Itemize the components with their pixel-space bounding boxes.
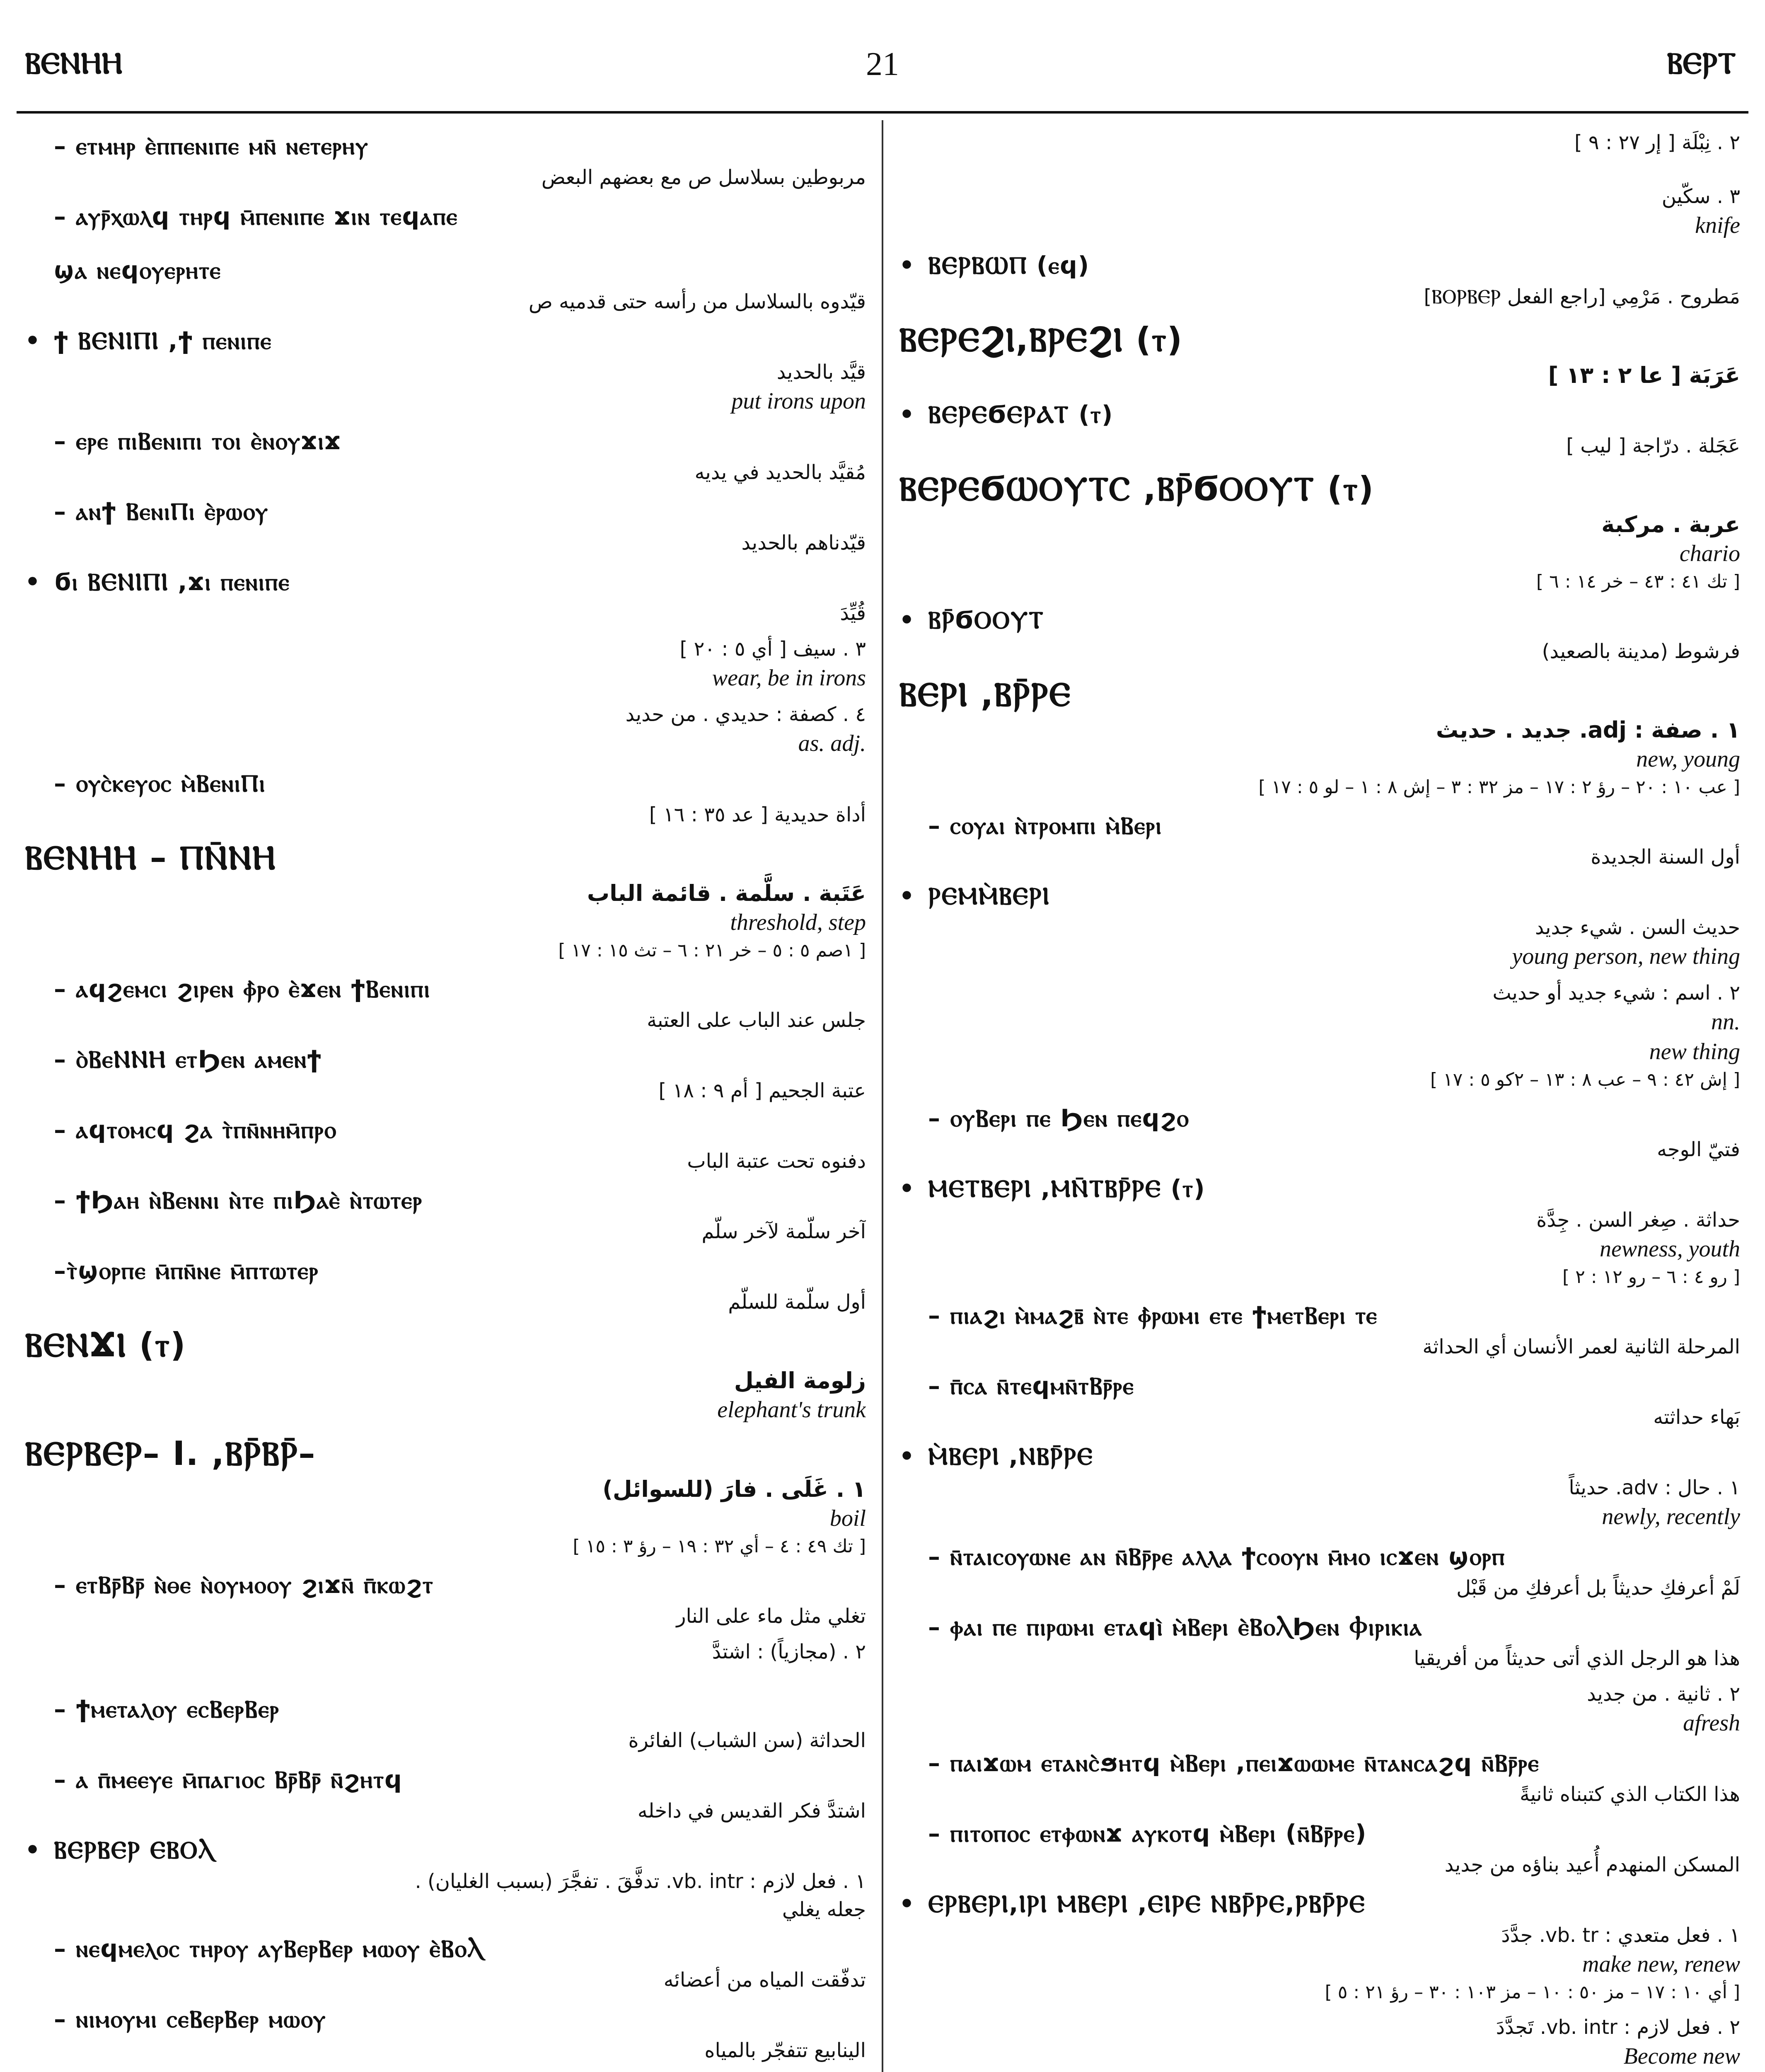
english-gloss: young person, new thing bbox=[1512, 944, 1740, 969]
bullet-icon: • bbox=[899, 251, 915, 279]
arabic-gloss: فتيّ الوجه bbox=[1657, 1138, 1740, 1161]
dictionary-entry bbox=[899, 1298, 1740, 1361]
dictionary-entry bbox=[899, 1610, 1740, 1673]
coptic-headword: – ⲡⲓⲁϩⲓ ⲙ̀ⲙⲁϩⲃ̄ ⲛ̀ⲧⲉ ⲫ̀ⲣⲱⲙⲓ ⲉⲧⲉ ϯⲙⲉⲧⲂⲉⲣⲓ ⲧⲉ bbox=[928, 1301, 1378, 1329]
dictionary-entry bbox=[25, 564, 866, 627]
dictionary-entry bbox=[899, 673, 1740, 801]
coptic-headword: – ⲉⲧⲂⲣ̄Ⲃⲣ̄ ⲛ̀ⲑⲉ ⲛ̀ⲟⲩⲙⲟⲟⲩ ϩⲓϫⲛ̄ ⲡ̄ⲕⲱϩⲧ bbox=[54, 1571, 434, 1599]
coptic-headword: ⲈⲢⲂⲈⲢⲒ,ⲒⲢⲒ ⲘⲂⲈⲢⲒ ,ⲈⲒⲢⲈ ⲚⲂⲢ̄ⲢⲈ,ⲢⲂⲢ̄ⲢⲈ bbox=[928, 1890, 1366, 1918]
coptic-headword: – ⲡⲓⲧⲟⲡⲟⲥ ⲉⲧⲫⲱⲛϫ ⲁⲩⲕⲟⲧϥ ⲙ̀Ⲃⲉⲣⲓ (ⲛ̄Ⲃⲣ̄ⲣⲉ) bbox=[928, 1819, 1367, 1847]
english-gloss: newness, youth bbox=[1599, 1236, 1740, 1262]
arabic-gloss: فرشوط (مدينة بالصعيد) bbox=[1542, 640, 1740, 663]
dictionary-entry bbox=[25, 1931, 866, 1994]
scripture-reference: [ أي ١٠ : ١٧ – مز ٥٠ : ١٠ – مز ١٠٣ : ٣٠ – رؤ ٢١ : ٥ ] bbox=[1325, 1982, 1740, 2003]
coptic-headword: – ⲉⲧⲙⲏⲣ ⲉ̀ⲡⲡⲉⲛⲓⲡⲉ ⲙⲛ̄ ⲛⲉⲧⲉⲣⲏⲩ bbox=[54, 132, 369, 160]
coptic-headword: ⲂⲈⲢⲒ ,ⲂⲢ̄ⲢⲈ bbox=[899, 675, 1071, 714]
header-left-word: ⲂⲈⲚⲎⲎ bbox=[25, 46, 123, 80]
scripture-reference: [ تك ٤١ : ٤٣ – خر ١٤ : ٦ ] bbox=[1536, 571, 1740, 592]
arabic-gloss: المرحلة الثانية لعمر الأنسان أي الحداثة bbox=[1422, 1335, 1740, 1358]
dictionary-entry bbox=[25, 635, 866, 693]
dictionary-entry bbox=[899, 128, 1740, 175]
arabic-gloss: الينابيع تتفجّر بالمياه bbox=[704, 2039, 866, 2062]
arabic-gloss: دفنوه تحت عتبة الباب bbox=[687, 1150, 866, 1173]
coptic-headword: – ⲁϥⲧⲟⲙⲥϥ ϩⲁ ⲧ̀ⲡⲛ̄ⲛⲏⲙ̄ⲡⲣⲟ bbox=[54, 1116, 337, 1144]
arabic-gloss: قُيِّدَ bbox=[840, 602, 866, 625]
arabic-gloss: ١ . غَلَى . فارَ (للسوائل) bbox=[602, 1476, 866, 1502]
arabic-gloss: ١ . صفة : adj. جديد . حديث bbox=[1436, 717, 1740, 743]
arabic-gloss: حداثة . صِغر السن . جِدَّة bbox=[1536, 1208, 1740, 1232]
arabic-gloss: ٢ . نِبْلَة [ إر ٢٧ : ٩ ] bbox=[1574, 131, 1740, 154]
arabic-gloss: ٤ . كصفة : حديدي . من حديد bbox=[625, 703, 866, 726]
column-divider bbox=[882, 120, 883, 2072]
dictionary-entry bbox=[899, 1816, 1740, 1879]
right-column bbox=[899, 128, 1740, 2072]
coptic-headword: ⲂⲈⲢⲈϬⲰⲞⲨⲦⲤ ,ⲂⲢ̄ϬⲞⲞⲨⲦ (ⲧ) bbox=[899, 470, 1375, 508]
coptic-headword: ⲂⲈⲢⲈϨⲒ,ⲂⲢⲈϨⲒ (ⲧ) bbox=[899, 320, 1183, 359]
dictionary-entry bbox=[25, 199, 866, 245]
bullet-icon: • bbox=[899, 606, 915, 634]
coptic-headword: – ⲫⲁⲓ ⲡⲉ ⲡⲓⲣⲱⲙⲓ ⲉⲧⲁϥⲓ̀ ⲙ̀Ⲃⲉⲣⲓ ⲉ̀ⲂⲟⲖϦⲉⲛ Ⲫⲓⲣⲓⲕⲓⲁ bbox=[928, 1613, 1423, 1641]
arabic-gloss: ٣ . سكّين bbox=[1661, 185, 1740, 208]
arabic-gloss: أول سلّمة للسلّم bbox=[728, 1290, 866, 1314]
coptic-headword: ϣⲁ ⲛⲉϥⲟⲩⲉⲣⲏⲧⲉ bbox=[54, 256, 221, 284]
coptic-headword: – ⲥⲟⲩⲁⲓ ⲛ̀ⲧⲣⲟⲙⲡⲓ ⲙ̀Ⲃⲉⲣⲓ bbox=[928, 811, 1162, 840]
dictionary-entry bbox=[25, 1324, 866, 1425]
dictionary-entry bbox=[25, 1042, 866, 1105]
dictionary-entry bbox=[25, 1432, 866, 1560]
english-gloss: wear, be in irons bbox=[712, 665, 866, 691]
dictionary-entry bbox=[25, 253, 866, 316]
bullet-icon: • bbox=[899, 882, 915, 910]
arabic-gloss: مَطروح . مَرْمِي [راجع الفعل ⲂⲞⲢⲂⲈⲢ] bbox=[1424, 285, 1740, 308]
english-gloss: boil bbox=[829, 1506, 866, 1531]
english-gloss: new thing bbox=[1649, 1039, 1740, 1065]
dictionary-entry bbox=[25, 971, 866, 1034]
dictionary-entry bbox=[25, 1183, 866, 1246]
coptic-headword: ϯ ⲂⲈⲚⲒⲠⲒ ,ϯ ⲡⲉⲛⲓⲡⲉ bbox=[54, 327, 272, 355]
bullet-icon: • bbox=[899, 1442, 915, 1470]
coptic-headword: ⲢⲈⲘⲘ̀ⲂⲈⲢⲒ bbox=[928, 882, 1050, 910]
coptic-headword: – ⲉⲣⲉ ⲡⲓⲂⲉⲛⲓⲡⲓ ⲧⲟⲓ ⲉ̀ⲛⲟⲩϫⲓϫ bbox=[54, 427, 341, 455]
coptic-headword: ⲂⲈⲚⲎⲎ – ⲠⲚ̄ⲚⲎ bbox=[25, 838, 276, 877]
dictionary-entry bbox=[25, 1832, 866, 1924]
dictionary-entry bbox=[899, 1886, 1740, 2006]
english-gloss: Become new bbox=[1623, 2043, 1740, 2069]
page-header bbox=[0, 0, 1765, 95]
arabic-gloss: أول السنة الجديدة bbox=[1591, 845, 1740, 869]
dictionary-entry bbox=[899, 1745, 1740, 1808]
dictionary-entry bbox=[899, 1439, 1740, 1532]
coptic-headword: – ⲁⲛϯ ⲂⲉⲛⲓⲠⲓ ⲉ̀ⲣⲱⲟⲩ bbox=[54, 497, 269, 525]
arabic-gloss: المسكن المنهدم أُعيد بناؤه من جديد bbox=[1444, 1853, 1740, 1876]
english-gloss: afresh bbox=[1683, 1710, 1740, 1736]
dictionary-entry bbox=[25, 1253, 866, 1316]
dictionary-entry bbox=[25, 424, 866, 487]
arabic-gloss: زلومة الفيل bbox=[734, 1368, 866, 1394]
english-gloss: new, young bbox=[1636, 746, 1740, 772]
bullet-icon: • bbox=[899, 1890, 915, 1918]
arabic-gloss: قيّدوه بالسلاسل من رأسه حتى قدميه ص bbox=[528, 290, 866, 313]
dictionary-entry bbox=[899, 1539, 1740, 1602]
coptic-headword: ⲂⲈⲚϪⲒ (ⲧ) bbox=[25, 1326, 186, 1364]
coptic-headword: – ⲟⲩⲥ̀ⲕⲉⲩⲟⲥ ⲙ̀ⲂⲉⲛⲓⲠⲓ bbox=[54, 769, 266, 797]
arabic-gloss: عَتَبة . سلَّمة . قائمة الباب bbox=[587, 880, 866, 906]
dictionary-entry bbox=[899, 1680, 1740, 1738]
coptic-headword: – ⲛⲉϥⲙⲉⲗⲟⲥ ⲧⲏⲣⲟⲩ ⲁⲩⲂⲉⲣⲂⲉⲣ ⲙⲱⲟⲩ ⲉ̀ⲂⲟⲖ bbox=[54, 1934, 484, 1963]
coptic-headword: – ⲁ ⲡ̄ⲙⲉⲉⲩⲉ ⲙ̄ⲡⲁⲅⲓⲟⲥ Ⲃⲣ̄Ⲃⲣ̄ ⲛ̄ϩⲏⲧϥ bbox=[54, 1765, 403, 1794]
header-rule bbox=[17, 111, 1748, 114]
english-gloss: make new, renew bbox=[1582, 1951, 1740, 1977]
dictionary-entry bbox=[899, 1171, 1740, 1290]
english-gloss: knife bbox=[1695, 213, 1740, 238]
coptic-headword: ⲂⲈⲢⲂⲈⲢ– I. ,ⲂⲢ̄ⲂⲢ̄– bbox=[25, 1434, 316, 1473]
arabic-gloss: مربوطين بسلاسل ص مع بعضهم البعض bbox=[541, 166, 866, 189]
coptic-headword: –ⲧ̀ϣⲟⲣⲡⲉ ⲙ̄ⲡⲛ̄ⲛⲉ ⲙ̄ⲡⲧⲱⲧⲉⲣ bbox=[54, 1256, 319, 1285]
coptic-headword: – ⲛⲓⲙⲟⲩⲙⲓ ⲥⲉⲂⲉⲣⲂⲉⲣ ⲙⲱⲟⲩ bbox=[54, 2005, 326, 2033]
english-gloss: chario bbox=[1679, 541, 1740, 566]
dictionary-entry bbox=[25, 494, 866, 557]
arabic-gloss: ١ . فعل لازم : vb. intr. تدفَّقَ . تفجَّرَ (بسبب الغليان) . جعله يغلي bbox=[415, 1870, 866, 1921]
coptic-headword: ⲂⲈⲢⲂⲰⲠ (ⲉϥ) bbox=[928, 251, 1090, 279]
arabic-gloss: ٢ . (مجازياً) : اشتدَّ bbox=[712, 1640, 866, 1663]
arabic-gloss: بَهاء حداثته bbox=[1653, 1406, 1740, 1429]
coptic-headword: – ⲁϥϩⲉⲙⲥⲓ ϩⲓⲣⲉⲛ ⲫ̀ⲣⲟ ⲉ̀ϫⲉⲛ ϯⲂⲉⲛⲓⲡⲓ bbox=[54, 975, 431, 1003]
english-gloss: newly, recently bbox=[1602, 1504, 1740, 1530]
coptic-headword: – ⲛ̄ⲧⲁⲓⲥⲟⲩⲱⲛⲉ ⲁⲛ ⲛ̄Ⲃⲣ̄ⲣⲉ ⲁⲗⲗⲁ ϯⲥⲟⲟⲩⲛ ⲙ̄ⲙⲟ ⲓⲥϫⲉⲛ ϣⲟⲣⲡ bbox=[928, 1542, 1506, 1571]
page-number: 21 bbox=[866, 46, 899, 82]
coptic-headword: – ⲡ̄ⲥⲁ ⲛ̄ⲧⲉϥⲙⲛ̄ⲧⲂⲣ̄ⲣⲉ bbox=[928, 1372, 1134, 1400]
dictionary-entry bbox=[899, 979, 1740, 1093]
english-gloss: as. adj. bbox=[798, 731, 866, 756]
scripture-reference: [ رو ٤ : ٦ – رو ١٢ : ٢ ] bbox=[1562, 1266, 1740, 1288]
arabic-gloss: تغلي مثل ماء على النار bbox=[676, 1605, 866, 1628]
bullet-icon: • bbox=[899, 400, 915, 428]
dictionary-entry bbox=[25, 1567, 866, 1630]
arabic-gloss: ١ . حال : adv. حديثاً bbox=[1569, 1476, 1740, 1499]
arabic-gloss: عَرَبَة [ عا ٢ : ١٣ ] bbox=[1548, 362, 1740, 388]
arabic-gloss: ٣ . سيف [ أي ٥ : ٢٠ ] bbox=[679, 637, 866, 661]
arabic-gloss: اشتدَّ فكر القديس في داخله bbox=[637, 1799, 866, 1823]
coptic-headword: – ⲟ̀ⲂⲉⲚⲚⲎ ⲉⲧϦⲉⲛ ⲁⲙⲉⲛϯ bbox=[54, 1045, 322, 1073]
english-gloss: put irons upon bbox=[731, 388, 866, 414]
arabic-gloss: ١ . فعل متعدي : vb. tr. جدَّدَ bbox=[1501, 1924, 1740, 1947]
coptic-headword: Ⲙ̀ⲂⲈⲢⲒ ,ⲚⲂⲢ̄ⲢⲈ bbox=[928, 1442, 1093, 1470]
arabic-gloss: جلس عند الباب على العتبة bbox=[647, 1009, 866, 1032]
dictionary-entry bbox=[899, 397, 1740, 460]
bullet-icon: • bbox=[25, 568, 41, 596]
dictionary-entry bbox=[25, 836, 866, 964]
dictionary-entry bbox=[25, 766, 866, 829]
arabic-gloss: ٢ . اسم : شيء جديد أو حديث bbox=[1492, 981, 1740, 1005]
dictionary-entry bbox=[899, 808, 1740, 871]
coptic-headword: ⲂⲈⲢⲂⲈⲢ ⲈⲂⲞⲖ bbox=[54, 1836, 215, 1864]
dictionary-entry bbox=[25, 1638, 866, 1684]
arabic-gloss: ٢ . ثانية . من جديد bbox=[1587, 1682, 1740, 1706]
header-right-word: ⲂⲈⲢⲦ bbox=[1666, 46, 1736, 80]
dictionary-entry bbox=[25, 323, 866, 416]
scripture-reference: [ إش ٤٢ : ٩ – عب ٨ : ١٣ – ٢كو ٥ : ١٧ ] bbox=[1430, 1069, 1740, 1090]
arabic-gloss: لَمْ أعرفكِ حديثاً بل أعرفكِ من قَبْل bbox=[1456, 1576, 1740, 1600]
coptic-headword: – ϯⲙⲉⲧⲁⲗⲟⲩ ⲉⲥⲂⲉⲣⲂⲉⲣ bbox=[54, 1695, 280, 1723]
dictionary-entry bbox=[25, 1112, 866, 1175]
arabic-gloss: حديث السن . شيء جديد bbox=[1535, 916, 1740, 939]
arabic-gloss: تدفّقت المياه من أعضائه bbox=[663, 1968, 866, 1992]
arabic-gloss: هذا هو الرجل الذي أتى حديثاً من أفريقيا bbox=[1414, 1647, 1740, 1670]
arabic-gloss: عربة . مركبة bbox=[1601, 511, 1740, 537]
coptic-headword: – ⲟⲩⲂⲉⲣⲓ ⲡⲉ Ϧⲉⲛ ⲡⲉϥϩⲟ bbox=[928, 1104, 1190, 1132]
coptic-headword: – ⲁⲩⲣ̄ⲭⲱⲗϥ ⲧⲏⲣϥ ⲙ̄ⲡⲉⲛⲓⲡⲉ ϫⲓⲛ ⲧⲉϥⲁⲡⲉ bbox=[54, 202, 458, 230]
arabic-gloss: آخر سلّمة لآخر سلّم bbox=[701, 1220, 866, 1243]
dictionary-entry bbox=[899, 2013, 1740, 2072]
arabic-gloss: قيّدناهم بالحديد bbox=[741, 531, 866, 554]
scripture-reference: [ تك ٤٩ : ٤ – أي ٣٢ : ١٩ – رؤ ٣ : ١٥ ] bbox=[573, 1536, 866, 1557]
bullet-icon: • bbox=[899, 1174, 915, 1203]
coptic-headword: ⲂⲢ̄ϬⲞⲞⲨⲦ bbox=[928, 606, 1044, 634]
arabic-gloss: أداة حديدية [ عد ٣٥ : ١٦ ] bbox=[649, 803, 866, 826]
arabic-gloss: الحداثة (سن الشباب) الفائرة bbox=[628, 1729, 866, 1752]
arabic-gloss: ٢ . فعل لازم : vb. intr. تَجدَّدَ bbox=[1496, 2016, 1740, 2039]
dictionary-entry bbox=[25, 1692, 866, 1755]
coptic-headword: – ⲡⲁⲓϫⲱⲙ ⲉⲧⲁⲛⲥ̀ϧⲏⲧϥ ⲙ̀Ⲃⲉⲣⲓ ,ⲡⲉⲓϫⲱⲱⲙⲉ ⲛ̄ⲧⲁⲛⲥⲁϩϥ ⲛ̄Ⲃⲣ̄ⲣⲉ bbox=[928, 1749, 1540, 1777]
coptic-headword: ϭⲓ ⲂⲈⲚⲒⲠⲒ ,ϫⲓ ⲡⲉⲛⲓⲡⲉ bbox=[54, 568, 290, 596]
bullet-icon: • bbox=[25, 327, 41, 355]
english-gloss: elephant's trunk bbox=[717, 1397, 866, 1423]
dictionary-entry bbox=[899, 182, 1740, 240]
coptic-headword: ⲂⲈⲢⲈϬⲈⲢⲀⲦ (ⲧ) bbox=[928, 400, 1114, 428]
scripture-reference: [ ١صم ٥ : ٥ – خر ٢١ : ٦ – تث ١٥ : ١٧ ] bbox=[558, 940, 866, 961]
left-column bbox=[25, 128, 866, 2072]
dictionary-entry bbox=[25, 1762, 866, 1825]
dictionary-entry bbox=[899, 1101, 1740, 1164]
dictionary-entry bbox=[25, 2002, 866, 2065]
dictionary-entry bbox=[899, 603, 1740, 666]
bullet-icon: • bbox=[25, 1836, 41, 1864]
arabic-gloss: مُقيَّد بالحديد في يديه bbox=[694, 461, 866, 484]
arabic-gloss: قيَّد بالحديد bbox=[776, 361, 866, 384]
dictionary-entry bbox=[899, 467, 1740, 595]
english-gloss: threshold, step bbox=[730, 910, 866, 935]
dictionary-entry bbox=[25, 128, 866, 191]
dictionary-entry bbox=[25, 700, 866, 758]
dictionary-entry bbox=[899, 248, 1740, 311]
arabic-gloss: هذا الكتاب الذي كتبناه ثانيةً bbox=[1519, 1783, 1740, 1806]
dictionary-entry bbox=[899, 318, 1740, 390]
arabic-gloss: عَجَلة . درّاجة [ ليب ] bbox=[1566, 434, 1740, 457]
english-gloss: nn. bbox=[1711, 1009, 1740, 1035]
coptic-headword: ⲘⲈⲦⲂⲈⲢⲒ ,ⲘⲚ̄ⲦⲂⲢ̄ⲢⲈ (ⲧ) bbox=[928, 1174, 1206, 1203]
dictionary-entry bbox=[899, 879, 1740, 971]
dictionary-entry bbox=[899, 1368, 1740, 1431]
scripture-reference: [ عب ١٠ : ٢٠ – رؤ ٢ : ١٧ – مز ٣٢ : ٣ – إش ٨ : ١ – لو ٥ : ١٧ ] bbox=[1258, 777, 1740, 798]
arabic-gloss: عتبة الجحيم [ أم ٩ : ١٨ ] bbox=[658, 1079, 866, 1102]
coptic-headword: – ϯϦⲁⲏ ⲛ̀Ⲃⲉⲛⲛⲓ ⲛ̀ⲧⲉ ⲡⲓϦⲁⲉ̀ ⲛ̀ⲧⲱⲧⲉⲣ bbox=[54, 1186, 423, 1214]
